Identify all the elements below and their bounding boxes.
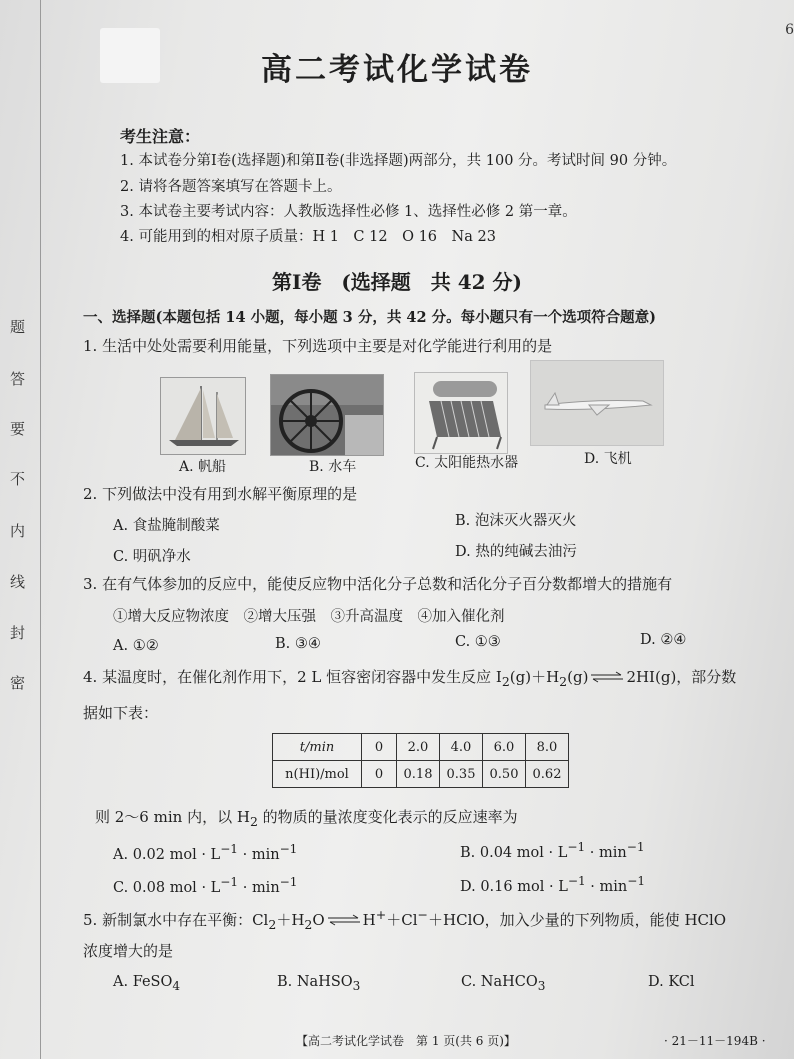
page-footer: 【高二考试化学试卷 第 1 页(共 6 页)】 — [296, 1034, 516, 1048]
unit: · — [242, 846, 248, 863]
margin-char: 答 — [10, 370, 26, 388]
notice-heading: 考生注意： — [120, 127, 201, 146]
superscript: −1 — [567, 874, 586, 888]
superscript: −1 — [220, 875, 239, 889]
caption-c: C. 太阳能热水器 — [415, 455, 519, 471]
option-label: A. 0.02 — [113, 846, 165, 863]
stem-text: ＋Cl — [386, 911, 418, 929]
subscript: 3 — [352, 978, 361, 993]
table-header: n(HI)/mol — [273, 761, 362, 788]
question-3-stem: 3. 在有气体参加的反应中，能使反应物中活化分子总数和活化分子百分数都增大的措施有 — [83, 575, 673, 593]
sailboat-image — [160, 377, 246, 455]
superscript: −1 — [279, 842, 298, 856]
superscript: − — [417, 907, 429, 922]
equilibrium-arrow-icon — [590, 669, 624, 687]
option-a: A. ①② — [113, 638, 159, 654]
stem-text: ＋H — [276, 911, 305, 929]
unit: min — [599, 878, 628, 895]
table-cell: 0.62 — [526, 761, 569, 788]
question-4-stem-line2: 据如下表： — [83, 704, 159, 722]
subscript: 2 — [268, 917, 277, 932]
option-b: B. ③④ — [275, 636, 321, 652]
table-cell: 0.18 — [397, 761, 440, 788]
stem-text: ＋HClO，加入少量的下列物质，能使 HClO — [428, 911, 727, 929]
equilibrium-arrow-icon — [327, 912, 361, 930]
option-d: D. KCl — [648, 974, 695, 990]
unit: · — [548, 878, 554, 895]
notice-item: 4. 可能用到的相对原子质量：H 1 C 12 O 16 Na 23 — [120, 229, 496, 245]
option-a: A. 食盐腌制酸菜 — [113, 518, 220, 534]
unit: L — [557, 844, 568, 861]
question-2-stem: 2. 下列做法中没有用到水解平衡原理的是 — [83, 485, 358, 503]
unit: min — [251, 879, 280, 896]
superscript: + — [375, 907, 387, 922]
table-cell: 0 — [362, 761, 397, 788]
waterwheel-image — [270, 374, 384, 456]
table-row — [273, 761, 569, 788]
stem-text: 的物质的量浓度变化表示的反应速率为 — [257, 808, 518, 826]
table-cell: 2.0 — [397, 734, 440, 761]
unit: L — [558, 878, 568, 895]
table-cell: 0.50 — [483, 761, 526, 788]
unit: min — [599, 844, 627, 861]
superscript: −1 — [627, 874, 646, 888]
notice-item: 2. 请将各题答案填写在答题卡上。 — [120, 179, 342, 195]
option-label: B. NaHSO — [277, 974, 353, 990]
unit: min — [251, 846, 280, 863]
table-row — [273, 734, 569, 761]
unit: mol — [516, 844, 544, 861]
page-title: 高二考试化学试卷 — [261, 52, 533, 88]
question-4-ask — [95, 806, 518, 829]
stem-text: O — [312, 911, 325, 929]
margin-char: 密 — [10, 674, 26, 692]
unit: mol — [169, 879, 197, 896]
option-a — [113, 842, 297, 863]
unit: · — [242, 879, 248, 896]
unit: mol — [517, 878, 545, 895]
option-a — [113, 974, 180, 993]
table-cell: 0.35 — [440, 761, 483, 788]
table-cell: 0 — [362, 734, 397, 761]
paper-code: · 21－11－194B · — [664, 1034, 766, 1048]
caption-d: D. 飞机 — [584, 451, 632, 467]
stem-text: (g) — [567, 668, 589, 686]
option-d: D. 热的纯碱去油污 — [455, 544, 577, 560]
caption-b: B. 水车 — [309, 459, 357, 475]
option-label: B. 0.04 — [460, 844, 513, 861]
question-4-stem — [83, 666, 736, 689]
margin-char: 不 — [10, 470, 26, 488]
option-c — [113, 875, 297, 896]
table-cell: 4.0 — [440, 734, 483, 761]
option-label: A. FeSO — [113, 974, 173, 990]
margin-char: 封 — [10, 624, 26, 642]
option-b — [460, 840, 645, 861]
corner-number: 6 — [785, 22, 794, 38]
binding-margin — [0, 0, 41, 1059]
table-header — [273, 734, 362, 761]
margin-char: 要 — [10, 420, 26, 438]
unit: · — [548, 844, 554, 861]
option-b: B. 泡沫灭火器灭火 — [455, 513, 577, 529]
notice-item: 3. 本试卷主要考试内容：人教版选择性必修 1、选择性必修 2 第一章。 — [120, 204, 577, 220]
unit: L — [210, 846, 221, 863]
option-d — [460, 874, 645, 895]
stem-text: 则 2～6 min 内，以 H — [95, 808, 250, 826]
option-d: D. ②④ — [640, 632, 687, 648]
subscript: 2 — [559, 674, 568, 689]
table-cell: 6.0 — [483, 734, 526, 761]
stem-text: H — [362, 911, 376, 929]
question-5-stem — [83, 907, 726, 932]
option-c: C. 明矾净水 — [113, 549, 191, 565]
table-cell: 8.0 — [526, 734, 569, 761]
superscript: −1 — [279, 875, 298, 889]
caption-a: A. 帆船 — [179, 459, 227, 475]
part-title: 一、选择题(本题包括 14 小题，每小题 3 分，共 42 分。每小题只有一个选项符合题意) — [83, 309, 656, 326]
stem-text: 2HI(g)，部分数 — [626, 668, 737, 686]
question-5-stem-line2: 浓度增大的是 — [83, 942, 174, 960]
subscript: 4 — [172, 978, 181, 993]
margin-char: 题 — [10, 318, 26, 336]
airplane-image — [530, 360, 664, 446]
stem-text: 5. 新制氯水中存在平衡：Cl — [83, 911, 269, 929]
option-c: C. ①③ — [455, 634, 501, 650]
question-1-stem: 1. 生活中处处需要利用能量，下列选项中主要是对化学能进行利用的是 — [83, 337, 553, 355]
stem-text: (g)＋H — [509, 668, 560, 686]
unit: · — [590, 878, 595, 895]
notice-item: 1. 本试卷分第Ⅰ卷(选择题)和第Ⅱ卷(非选择题)两部分，共 100 分。考试时间 90 分钟。 — [120, 153, 677, 169]
table-header-text: t/min — [299, 739, 335, 755]
subscript: 3 — [537, 978, 546, 993]
superscript: −1 — [220, 842, 238, 856]
unit: · — [201, 879, 207, 896]
subscript: 2 — [304, 917, 313, 932]
hi-data-table — [272, 733, 569, 788]
option-b — [277, 974, 360, 993]
superscript: −1 — [567, 840, 586, 854]
subscript: 2 — [249, 814, 258, 829]
superscript: −1 — [626, 840, 645, 854]
option-c — [461, 974, 545, 993]
subscript: 2 — [501, 674, 510, 689]
margin-char: 内 — [10, 522, 26, 540]
solar-heater-image — [414, 372, 508, 454]
unit: · — [589, 844, 595, 861]
section-title: 第Ⅰ卷 (选择题 共 42 分) — [271, 270, 523, 294]
option-label: C. 0.08 — [113, 879, 166, 896]
unit: · — [201, 846, 206, 863]
unit: mol — [169, 846, 197, 863]
stem-text: 4. 某温度时，在催化剂作用下，2 L 恒容密闭容器中发生反应 I — [83, 668, 502, 686]
margin-char: 线 — [10, 573, 26, 591]
unit: L — [210, 879, 221, 896]
question-3-measures: ①增大反应物浓度 ②增大压强 ③升高温度 ④加入催化剂 — [113, 609, 505, 625]
option-label: D. 0.16 — [460, 878, 513, 895]
option-label: C. NaHCO — [461, 974, 538, 990]
